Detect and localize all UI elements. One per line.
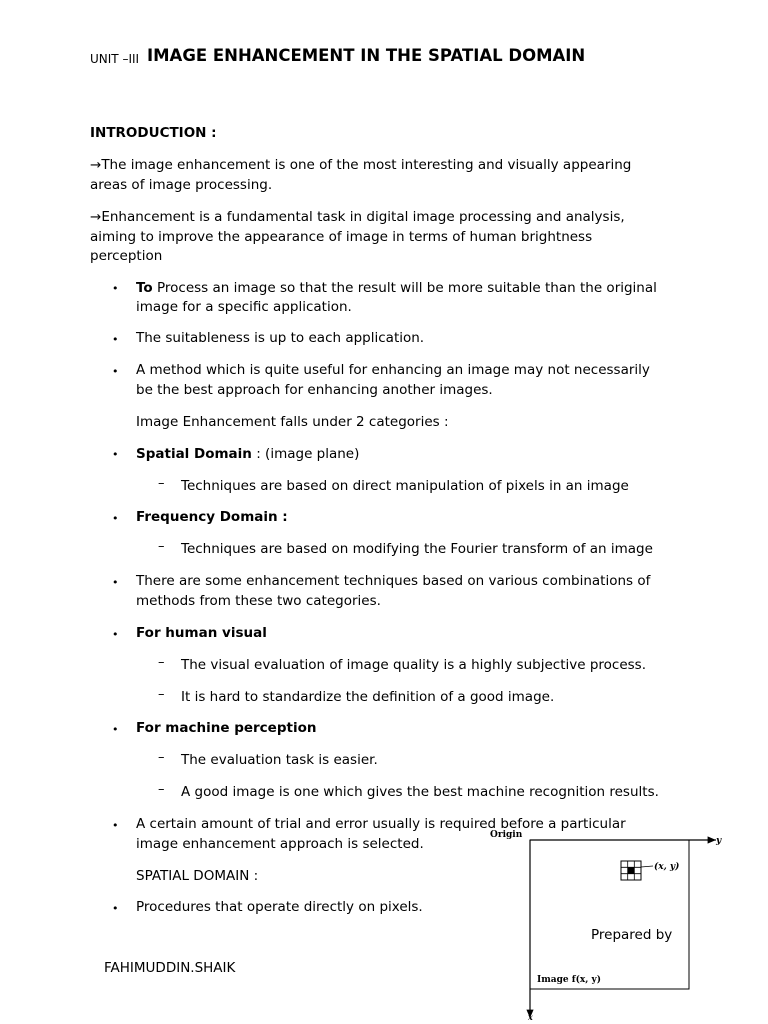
bullet-method-line2: be the best approach for enhancing another images. [136,382,493,398]
prepared-by: Prepared by [591,927,673,943]
frequency-domain-sub: Techniques are based on modifying the Fourier transform of an image [181,541,653,557]
machine-perception-label: For machine perception [136,720,317,736]
y-axis-label: y [716,836,722,846]
pointer-line [641,866,653,867]
introduction-heading: INTRODUCTION : [90,125,217,141]
origin-label: Origin [490,830,523,840]
page-title: IMAGE ENHANCEMENT IN THE SPATIAL DOMAIN [147,46,586,65]
spatial-domain-item [136,444,359,464]
machine-perception-sub1: The evaluation task is easier. [181,752,378,768]
frequency-domain-label: Frequency Domain : [136,509,288,525]
intro-para2-line3: perception [90,248,163,264]
dash-marker: – [158,476,165,491]
intro-para2-text: Enhancement is a fundamental task in digital image processing and analysis, [101,209,625,225]
intro-para1-text: The image enhancement is one of the most interesting and visually appearing [101,157,632,173]
bullet-to-lead: To [136,280,153,296]
procedures-item: Procedures that operate directly on pixels. [136,899,423,915]
bullet-marker: • [112,819,119,832]
pixel-neighborhood-grid [621,861,641,880]
combinations-line2: methods from these two categories. [136,593,381,609]
spatial-domain-sub: Techniques are based on direct manipulation of pixels in an image [181,478,629,494]
unit-label: UNIT –III [90,52,140,66]
intro-para2-line2: aiming to improve the appearance of image in terms of human brightness [90,229,593,245]
machine-perception-sub2: A good image is one which gives the best machine recognition results. [181,784,659,800]
bullet-marker: • [112,576,119,589]
x-axis-label: x [528,1012,533,1022]
combinations-line1: There are some enhancement techniques based on various combinations of [136,573,651,589]
arrow-icon: → [90,157,102,173]
trial-error-line1: A certain amount of trial and error usually is required before a particular [136,816,626,832]
human-visual-sub2: It is hard to standardize the definition of a good image. [181,689,555,705]
center-pixel [628,867,635,873]
bullet-to-process-line1 [136,278,657,298]
bullet-marker: • [112,333,119,346]
dash-marker: – [158,782,165,797]
intro-para2-line1 [90,207,625,227]
bullet-marker: • [112,512,119,525]
bullet-marker: • [112,628,119,641]
dash-marker: – [158,655,165,670]
bullet-to-text: Process an image so that the result will be more suitable than the original [152,280,657,296]
author-name: FAHIMUDDIN.SHAIK [104,960,236,976]
spatial-domain-heading: SPATIAL DOMAIN : [136,868,259,884]
image-function-label: Image f(x, y) [537,975,601,985]
dash-marker: – [158,750,165,765]
human-visual-sub1: The visual evaluation of image quality is a highly subjective process. [181,657,646,673]
dash-marker: – [158,539,165,554]
intro-para1-line1 [90,155,631,175]
categories-intro: Image Enhancement falls under 2 categories : [136,414,449,430]
bullet-marker: • [112,365,119,378]
spatial-domain-label: Spatial Domain [136,446,252,462]
spatial-coordinate-figure [480,820,730,1024]
spatial-domain-suffix: : (image plane) [251,446,360,462]
bullet-marker: • [112,282,119,295]
bullet-marker: • [112,902,119,915]
bullet-suitableness: The suitableness is up to each application. [136,330,425,346]
bullet-marker: • [112,448,119,461]
dash-marker: – [158,687,165,702]
bullet-to-process-line2: image for a specific application. [136,299,352,315]
trial-error-line2: image enhancement approach is selected. [136,836,424,852]
arrow-icon: → [90,209,102,225]
bullet-method-line1: A method which is quite useful for enhancing an image may not necessarily [136,362,650,378]
point-label: (x, y) [654,862,680,872]
bullet-marker: • [112,723,119,736]
human-visual-label: For human visual [136,625,267,641]
intro-para1-line2: areas of image processing. [90,177,273,193]
